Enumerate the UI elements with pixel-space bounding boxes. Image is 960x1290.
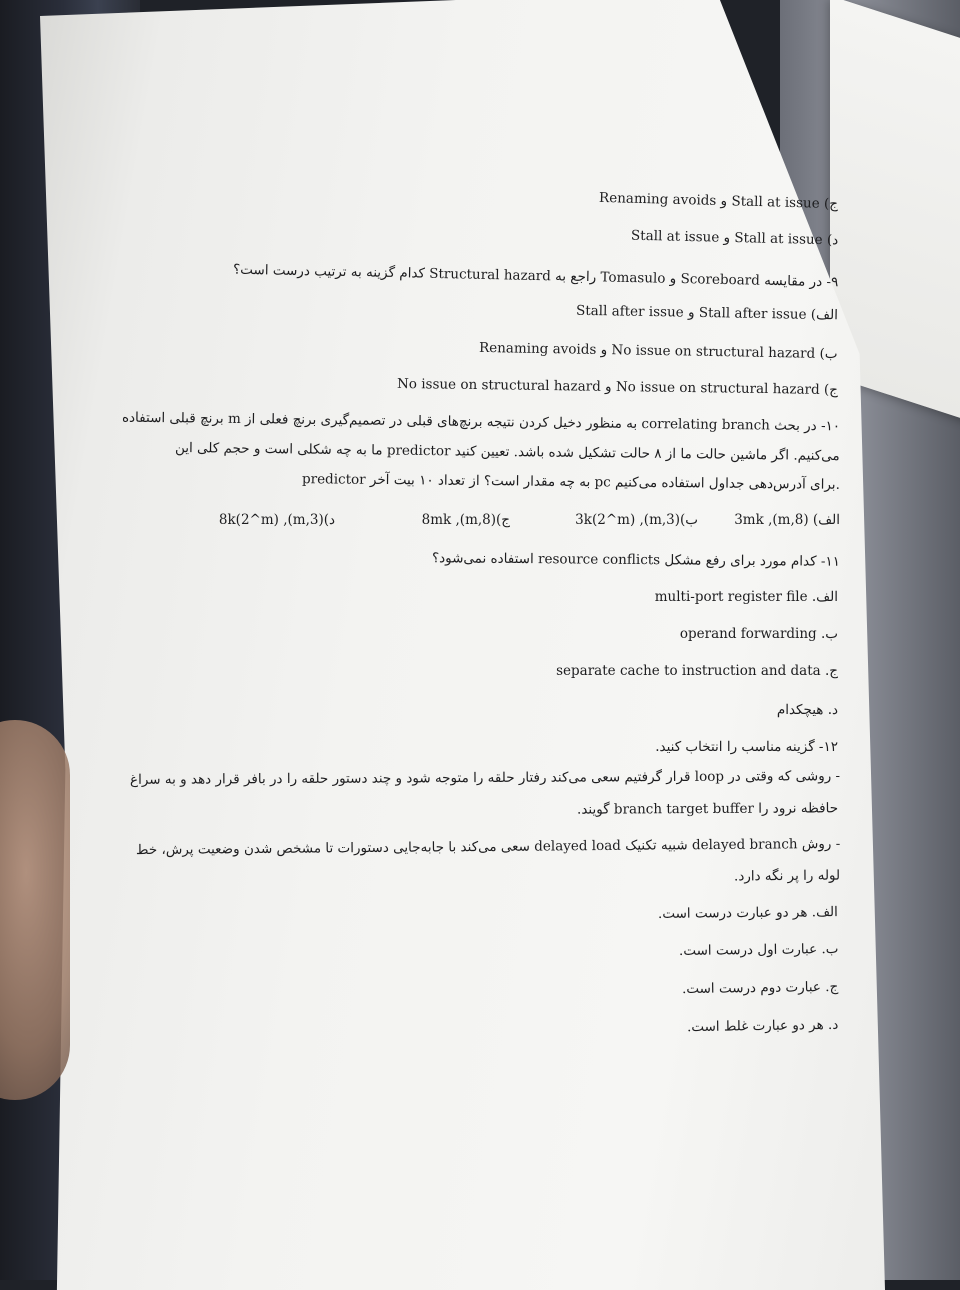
q11-option-d: د. هیچکدام <box>776 702 838 718</box>
q9-question: ۹- در مقایسه Scoreboard و Tomasulo راجع به Structural hazard کدام گزینه به ترتیب درست است؟ <box>232 261 839 291</box>
q12-option-d: د. هر دو عبارت غلط است. <box>686 1016 839 1036</box>
q12-statement2-line1: - روش delayed branch شبیه تکنیک delayed load سعی می‌کند با جابه‌جایی دستورات تا مشخص شدن وضعیت پرش، خط <box>135 835 841 859</box>
q10-question-line1: ۱۰- در بحث correlating branch به منظور دخیل کردن نتیجه برنچ‌های قبلی در تصمیم‌گیری برنچ فعلی از m برنچ قبلی استفاده <box>121 409 841 435</box>
q11-option-c: ج. separate cache to instruction and data <box>556 663 838 679</box>
q10-question-line3: predictor به چه مقدار است؟ از تعداد ۱۰ بیت آخر pc برای آدرس‌دهی جداول استفاده می‌کنیم. <box>302 471 841 493</box>
q11-question: ۱۱- کدام مورد برای رفع مشکل resource conflicts استفاده نمی‌شود؟ <box>431 550 841 570</box>
q10-option-b: ب)(m,3), (2^m)3k <box>575 512 698 528</box>
q10-option-d: د)(m,3), (2^m)8k <box>218 512 335 528</box>
q10-option-a: الف) (m,8), 3mk <box>734 512 840 528</box>
q10-question-line2: می‌کنیم. اگر ماشین حالت ما از ۸ حالت تشکیل شده باشد. تعیین کنید predictor ما به چه شکلی است و حجم کلی این <box>175 439 841 465</box>
q8-option-d: د) Stall at issue و Stall at issue <box>630 227 839 249</box>
q12-statement1-line2: حافظه نرود را branch target buffer گویند. <box>576 800 839 818</box>
q11-option-a: الف. multi-port register file <box>654 589 838 605</box>
q9-option-b: ب) No issue on structural hazard و Renaming avoids <box>479 339 839 363</box>
q11-option-b: ب. operand forwarding <box>679 626 838 642</box>
thumb <box>0 720 70 1100</box>
q12-option-a: الف. هر دو عبارت درست است. <box>658 904 839 922</box>
q9-option-c: ج) No issue on structural hazard و No issue on structural hazard <box>396 375 839 399</box>
q9-option-a: الف) Stall after issue و Stall after issue <box>575 302 839 324</box>
q8-option-c: ج) Stall at issue و Renaming avoids <box>598 189 839 213</box>
q12-option-b: ب. عبارت اول درست است. <box>678 941 839 959</box>
q12-question: ۱۲- گزینه مناسب را انتخاب کنید. <box>655 739 838 755</box>
q10-option-c: ج)(m,8), 8mk <box>421 512 510 528</box>
q12-option-c: ج. عبارت دوم درست است. <box>681 978 839 998</box>
q12-statement2-line2: لوله را پر نگه دارد. <box>733 867 841 885</box>
q12-statement1-line1: - روشی که وقتی در loop قرار گرفتیم سعی می‌کند رفتار حلقه را متوجه شود و چند دستور حلقه را در بافر قرار دهد و به سراغ <box>129 768 841 788</box>
